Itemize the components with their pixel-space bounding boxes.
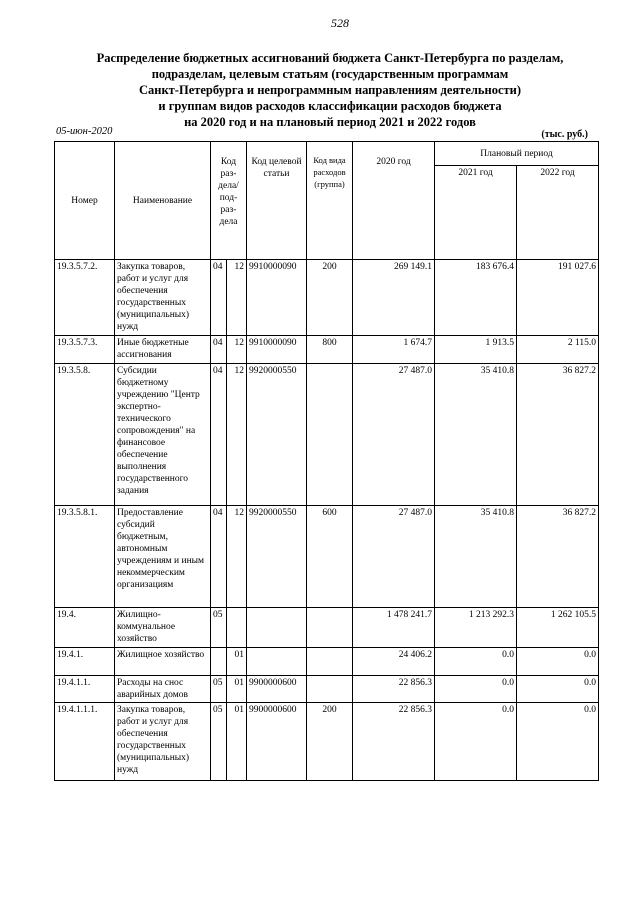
row-subsection: 01 — [227, 676, 247, 703]
row-subsection — [227, 608, 247, 648]
row-target: 9920000550 — [247, 364, 307, 506]
row-section: 05 — [211, 676, 227, 703]
row-number: 19.4. — [55, 608, 115, 648]
row-target: 9900000600 — [247, 676, 307, 703]
row-expense-type: 200 — [307, 260, 353, 336]
header-number: Номер — [55, 142, 115, 260]
row-subsection: 01 — [227, 648, 247, 676]
row-2020: 27 487.0 — [353, 506, 435, 608]
budget-table — [54, 141, 599, 781]
document-date: 05-июн-2020 — [56, 126, 113, 137]
title-line: и группам видов расходов классификации расходов бюджета — [158, 99, 502, 113]
row-expense-type — [307, 648, 353, 676]
header-target: Код целевой статьи — [247, 142, 307, 260]
row-name: Жилищное хозяйство — [115, 648, 211, 676]
title-line: на 2020 год и на плановый период 2021 и 2022 годов — [184, 115, 476, 129]
row-expense-type — [307, 608, 353, 648]
row-2022: 0.0 — [517, 648, 599, 676]
row-number: 19.4.1. — [55, 648, 115, 676]
header-name: Наименование — [115, 142, 211, 260]
row-2020: 27 487.0 — [353, 364, 435, 506]
table-row — [55, 336, 599, 364]
header-planned-period: Плановый период — [435, 142, 599, 166]
row-number: 19.3.5.7.3. — [55, 336, 115, 364]
row-section: 05 — [211, 703, 227, 781]
header-2021: 2021 год — [435, 166, 517, 260]
page-number: 528 — [331, 16, 349, 30]
table-row — [55, 648, 599, 676]
row-2021: 1 913.5 — [435, 336, 517, 364]
row-2022: 0.0 — [517, 676, 599, 703]
row-2020: 24 406.2 — [353, 648, 435, 676]
row-subsection: 01 — [227, 703, 247, 781]
row-2021: 1 213 292.3 — [435, 608, 517, 648]
row-number: 19.4.1.1.1. — [55, 703, 115, 781]
row-section: 04 — [211, 506, 227, 608]
table-row — [55, 260, 599, 336]
row-number: 19.3.5.7.2. — [55, 260, 115, 336]
table-row — [55, 506, 599, 608]
row-2020: 1 478 241.7 — [353, 608, 435, 648]
header-section: Код раз- дела/ под- раз- дела — [211, 142, 247, 260]
title-line: Распределение бюджетных ассигнований бюджета Санкт-Петербурга по разделам, — [96, 51, 564, 65]
row-target: 9900000600 — [247, 703, 307, 781]
row-section: 04 — [211, 260, 227, 336]
row-name: Субсидии бюджетному учреждению "Центр экспертно-технического сопровождения" на финансовое обеспечение выполнения государственного задания — [115, 364, 211, 506]
table-row — [55, 703, 599, 781]
row-subsection: 12 — [227, 506, 247, 608]
row-2021: 35 410.8 — [435, 506, 517, 608]
row-2021: 183 676.4 — [435, 260, 517, 336]
row-name: Предоставление субсидий бюджетным, автономным учреждениям и иным некоммерческим организациям — [115, 506, 211, 608]
row-2020: 269 149.1 — [353, 260, 435, 336]
row-2021: 0.0 — [435, 648, 517, 676]
row-2022: 36 827.2 — [517, 364, 599, 506]
row-expense-type — [307, 676, 353, 703]
row-subsection: 12 — [227, 336, 247, 364]
row-target — [247, 608, 307, 648]
row-2022: 191 027.6 — [517, 260, 599, 336]
row-section — [211, 648, 227, 676]
header-2022: 2022 год — [517, 166, 599, 260]
row-2020: 1 674.7 — [353, 336, 435, 364]
row-section: 04 — [211, 336, 227, 364]
table-row — [55, 608, 599, 648]
row-2022: 1 262 105.5 — [517, 608, 599, 648]
row-2022: 36 827.2 — [517, 506, 599, 608]
row-number: 19.4.1.1. — [55, 676, 115, 703]
table-row — [55, 364, 599, 506]
row-name: Жилищно-коммунальное хозяйство — [115, 608, 211, 648]
row-target: 9920000550 — [247, 506, 307, 608]
row-2021: 0.0 — [435, 703, 517, 781]
row-target — [247, 648, 307, 676]
row-name: Иные бюджетные ассигнования — [115, 336, 211, 364]
row-name: Закупка товаров, работ и услуг для обеспечения государственных (муниципальных) нужд — [115, 260, 211, 336]
document-title — [60, 50, 600, 130]
header-expense-type: Код вида расходов (группа) — [307, 142, 353, 260]
row-expense-type — [307, 364, 353, 506]
row-name: Закупка товаров, работ и услуг для обеспечения государственных (муниципальных) нужд — [115, 703, 211, 781]
row-2020: 22 856.3 — [353, 676, 435, 703]
row-target: 9910000090 — [247, 336, 307, 364]
header-2020: 2020 год — [353, 142, 435, 260]
row-expense-type: 800 — [307, 336, 353, 364]
row-2021: 0.0 — [435, 676, 517, 703]
title-line: Санкт-Петербурга и непрограммным направлениям деятельности) — [138, 83, 521, 97]
title-line: подразделам, целевым статьям (государственным программам — [151, 67, 509, 81]
row-2022: 2 115.0 — [517, 336, 599, 364]
row-subsection: 12 — [227, 364, 247, 506]
row-expense-type: 600 — [307, 506, 353, 608]
units-label: (тыс. руб.) — [541, 129, 588, 140]
row-2021: 35 410.8 — [435, 364, 517, 506]
row-expense-type: 200 — [307, 703, 353, 781]
row-target: 9910000090 — [247, 260, 307, 336]
row-number: 19.3.5.8. — [55, 364, 115, 506]
row-section: 04 — [211, 364, 227, 506]
row-section: 05 — [211, 608, 227, 648]
row-subsection: 12 — [227, 260, 247, 336]
row-2022: 0.0 — [517, 703, 599, 781]
table-row — [55, 676, 599, 703]
row-number: 19.3.5.8.1. — [55, 506, 115, 608]
row-2020: 22 856.3 — [353, 703, 435, 781]
row-name: Расходы на снос аварийных домов — [115, 676, 211, 703]
